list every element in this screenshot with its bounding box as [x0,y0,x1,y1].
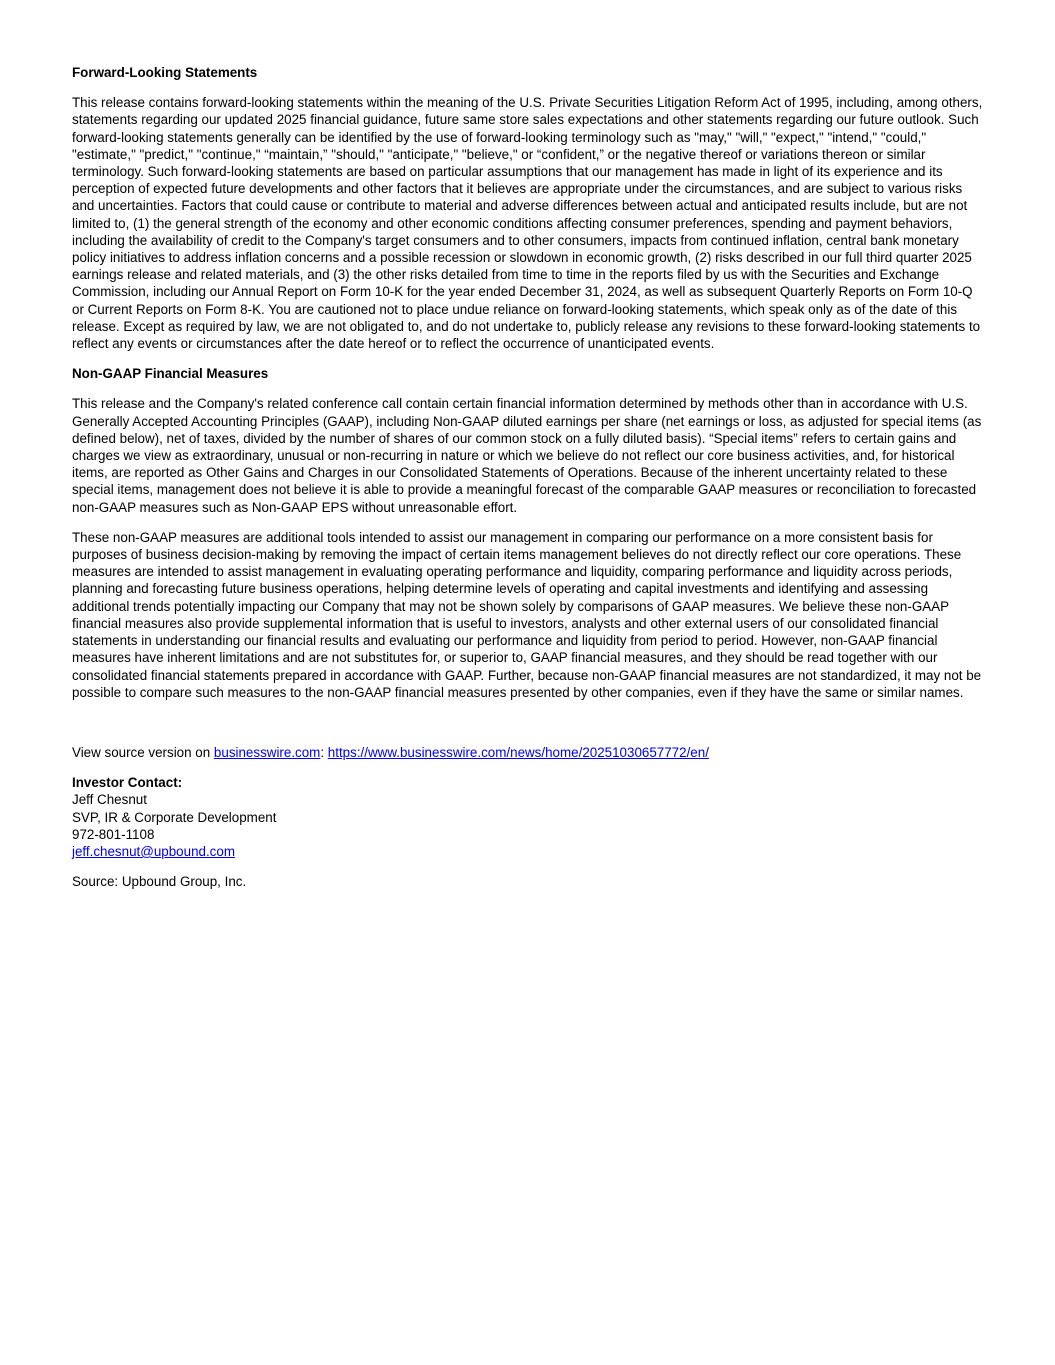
forward-looking-paragraph: This release contains forward-looking statements within the meaning of the U.S. Private Securities Litigation Reform Act of 1995, including, among others, statements regarding our updated 2025 financial guidance, future same store sales expectations and other statements regarding our future outlook. Such forward-looking statements generally can be identified by the use of forward-looking terminology such as "may," "will," "expect," "intend," "could," "estimate," "predict," "continue," “maintain,” "should," "anticipate," "believe," or “confident,” or the negative thereof or variations thereon or similar terminology. Such forward-looking statements are based on particular assumptions that our management has made in light of its experience and its perception of expected future developments and other factors that it believes are appropriate under the circumstances, and are subject to various risks and uncertainties. Factors that could cause or contribute to material and adverse differences between actual and anticipated results include, but are not limited to, (1) the general strength of the economy and other economic conditions affecting consumer preferences, spending and payment behaviors, including the availability of credit to the Company's target consumers and to other consumers, impacts from continued inflation, central bank monetary policy initiatives to address inflation concerns and a possible recession or slowdown in economic growth, (2) risks described in our full third quarter 2025 earnings release and related materials, and (3) the other risks detailed from time to time in the reports filed by us with the Securities and Exchange Commission, including our Annual Report on Form 10-K for the year ended December 31, 2024, as well as subsequent Quarterly Reports on Form 10-Q or Current Reports on Form 8-K. You are cautioned not to place undue reliance on forward-looking statements, which speak only as of the date of this release. Except as required by law, we are not obligated to, and do not undertake to, publicly release any revisions to these forward-looking statements to reflect any events or circumstances after the date hereof or to reflect the occurrence of unanticipated events. [72,95,983,352]
source-version-prefix: View source version on [72,744,214,760]
source-version-separator: : [320,744,328,760]
non-gaap-paragraph-1: This release and the Company's related conference call contain certain financial information determined by methods other than in accordance with U.S. Generally Accepted Accounting Principles (GAAP), including Non-GAAP diluted earnings per share (net earnings or loss, as adjusted for special items (as defined below), net of taxes, divided by the number of shares of our common stock on a fully diluted basis). “Special items” refers to certain gains and charges we view as extraordinary, unusual or non-recurring in nature or which we believe do not reflect our core business activities, and, for historical items, are reported as Other Gains and Charges in our Consolidated Statements of Operations. Because of the inherent uncertainty related to these special items, management does not believe it is able to provide a meaningful forecast of the comparable GAAP measures or reconciliation to forecasted non-GAAP measures such as Non-GAAP EPS without unreasonable effort. [72,396,982,515]
contact-email-link[interactable]: jeff.chesnut@upbound.com [72,843,235,859]
investor-contact-label: Investor Contact: [72,775,183,791]
contact-title: SVP, IR & Corporate Development [72,809,277,825]
non-gaap-paragraph-2: These non-GAAP measures are additional tools intended to assist our management in comparing our performance on a more consistent basis for purposes of business decision-making by removing the impact of certain items management believes do not directly reflect our core operations. These measures are intended to assist management in evaluating operating performance and liquidity, comparing performance and liquidity across periods, planning and forecasting future business operations, helping determine levels of operating and capital investments and identifying and assessing additional trends potentially impacting our Company that may not be shown solely by comparisons of GAAP measures. We believe these non-GAAP financial measures also provide supplemental information that is useful to investors, analysts and other external users of our consolidated financial statements in understanding our financial results and evaluating our performance and liquidity from period to period. However, non-GAAP financial measures have inherent limitations and are not substitutes for, or superior to, GAAP financial measures, and they should be read together with our consolidated financial statements prepared in accordance with GAAP. Further, because non-GAAP financial measures are not standardized, it may not be possible to compare such measures to the non-GAAP financial measures presented by other companies, even if they have the same or similar names. [72,529,982,700]
source-url-link[interactable]: https://www.businesswire.com/news/home/20251030657772/en/ [327,744,709,760]
non-gaap-heading: Non-GAAP Financial Measures [72,366,269,382]
businesswire-link[interactable]: businesswire.com [213,744,321,760]
forward-looking-heading: Forward-Looking Statements [72,65,258,80]
contact-phone: 972-801-1108 [72,826,155,842]
source-footer: Source: Upbound Group, Inc. [72,874,247,890]
section-spacer [72,714,983,744]
investor-contact-block [72,774,983,860]
source-version-line [72,744,983,761]
contact-name: Jeff Chesnut [72,792,147,808]
